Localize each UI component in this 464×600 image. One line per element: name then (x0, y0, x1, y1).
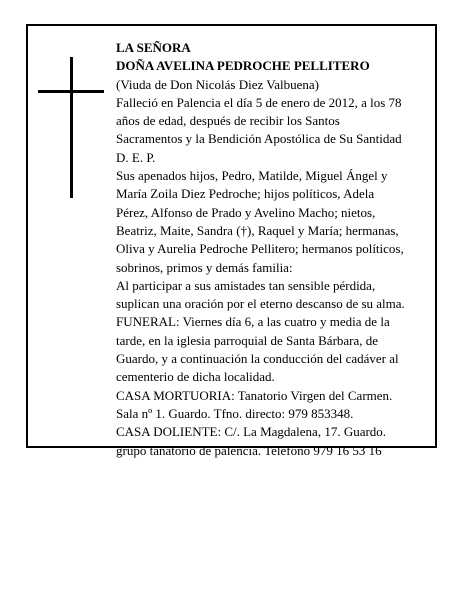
deceased-name: DOÑA AVELINA PEDROCHE PELLITERO (116, 58, 370, 74)
death-paragraph: Falleció en Palencia el día 5 de enero de 2012, a los 78 años de edad, después de recibir los Santos Sacramentos y la Bendición Apostólica de Su Santidad D. E. P. (116, 94, 402, 165)
mourning-house-paragraph: CASA DOLIENTE: C/. La Magdalena, 17. Guardo. grupo tanatorio de palencia. Teléfono 979 16 53 16 (116, 424, 387, 458)
cross-icon-crossbar (38, 90, 104, 93)
title-line-1: LA SEÑORA (116, 40, 191, 55)
family-paragraph: Sus apenados hijos, Pedro, Matilde, Miguel Ángel y María Zoila Diez Pedroche; hijos políticos, Adela Pérez, Alfonso de Prado y Avelino Macho; nietos, Beatriz, Maite, Sandra (†), Raquel y María; hermanas, Oliva y Aurelia Pedroche Pellitero; hermanos políticos, sobrinos, primos y demás familia: (116, 168, 404, 275)
obituary-notice (26, 24, 437, 458)
cross-icon (70, 57, 73, 198)
funeral-paragraph: FUNERAL: Viernes día 6, a las cuatro y media de la tarde, en la iglesia parroquial de Santa Bárbara, de Guardo, y a continuación la conducción del cadáver al cementerio de dicha localidad. (116, 314, 399, 385)
mortuary-paragraph: CASA MORTUORIA: Tanatorio Virgen del Carmen. Sala nº 1. Guardo. Tfno. directo: 979 853348. (116, 387, 393, 421)
widow-note: (Viuda de Don Nicolás Diez Valbuena) (116, 76, 319, 92)
obituary-text (116, 39, 420, 460)
request-paragraph: Al participar a sus amistades tan sensible pérdida, suplican una oración por el eterno descanso de su alma. (116, 277, 405, 312)
